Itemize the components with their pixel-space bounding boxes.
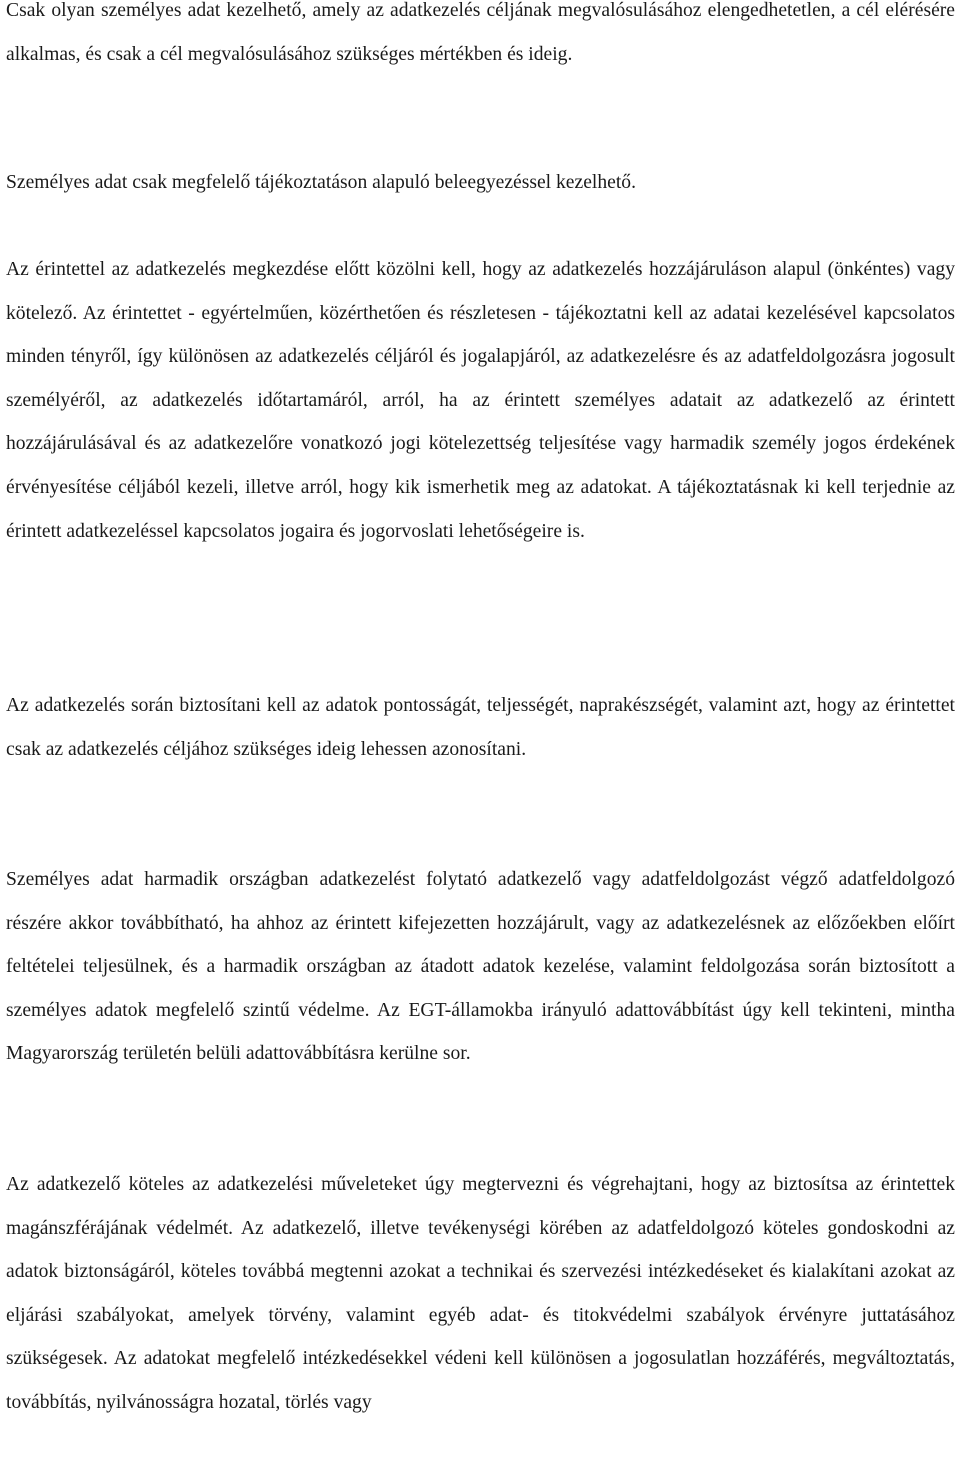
paragraph-purpose-limitation: Csak olyan személyes adat kezelhető, amely az adatkezelés céljának megvalósulásához elengedhetetlen, a cél elérésére alkalmas, és csak a cél megvalósulásához szükséges mértékben és ideig. bbox=[6, 0, 955, 65]
paragraph-informed-consent: Személyes adat csak megfelelő tájékoztatáson alapuló beleegyezéssel kezelhető. bbox=[6, 172, 636, 193]
paragraph-data-accuracy: Az adatkezelés során biztosítani kell az adatok pontosságát, teljességét, naprakészségét, valamint azt, hogy az érintettet csak az adatkezelés céljához szükséges ideig lehessen azonosítani. bbox=[6, 695, 955, 760]
paragraph-third-country-transfer: Személyes adat harmadik országban adatkezelést folytató adatkezelő vagy adatfeldolgozást végző adatfeldolgozó részére akkor továbbítható, ha ahhoz az érintett kifejezetten hozzájárult, vagy az adatkezelésnek az előzőekben előírt feltételei teljesülnek, és a harmadik országban az átadott adatok kezelése, valamint feldolgozása során biztosított a személyes adatok megfelelő szintű védelme. Az EGT-államokba irányuló adattovábbítást úgy kell tekinteni, mintha Magyarország területén belüli adattovábbításra kerülne sor. bbox=[6, 869, 955, 1065]
paragraph-data-security: Az adatkezelő köteles az adatkezelési műveleteket úgy megtervezni és végrehajtani, hogy az biztosítsa az érintettek magánszférájának védelmét. Az adatkezelő, illetve tevékenységi körében az adatfeldolgozó köteles gondoskodni az adatok biztonságáról, köteles továbbá megtenni azokat a technikai és szervezési intézkedéseket és kialakítani azokat az eljárási szabályokat, amelyek törvény, valamint egyéb adat- és titokvédelmi szabályok érvényre juttatásához szükségesek. Az adatokat megfelelő intézkedésekkel védeni kell különösen a jogosulatlan hozzáférés, megváltoztatás, továbbítás, nyilvánosságra hozatal, törlés vagy bbox=[6, 1174, 955, 1413]
document-page bbox=[6, 0, 955, 1460]
paragraph-information-duty: Az érintettel az adatkezelés megkezdése előtt közölni kell, hogy az adatkezelés hozzájáruláson alapul (önkéntes) vagy kötelező. Az érintettet - egyértelműen, közérthetően és részletesen - tájékoztatni kell az adatai kezelésével kapcsolatos minden tényről, így különösen az adatkezelés céljáról és jogalapjáról, az adatkezelésre és az adatfeldolgozásra jogosult személyéről, az adatkezelés időtartamáról, arról, ha az érintett személyes adatait az adatkezelő az érintett hozzájárulásával és az adatkezelőre vonatkozó jogi kötelezettség teljesítése vagy harmadik személy jogos érdekének érvényesítése céljából kezeli, illetve arról, hogy kik ismerhetik meg az adatokat. A tájékoztatásnak ki kell terjednie az érintett adatkezeléssel kapcsolatos jogaira és jogorvoslati lehetőségeire is. bbox=[6, 259, 955, 542]
